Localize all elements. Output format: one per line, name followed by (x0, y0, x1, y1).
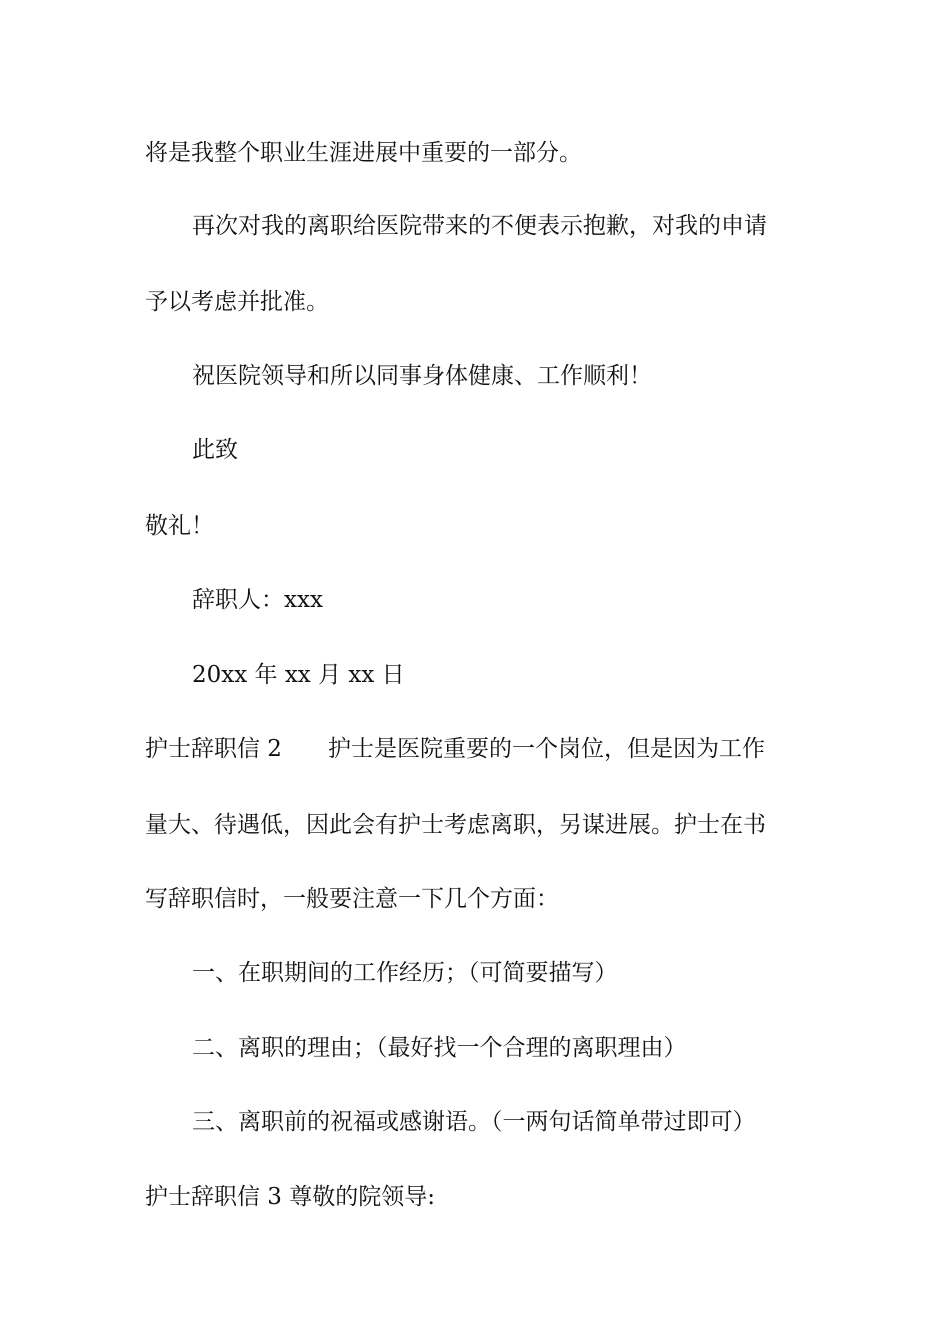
text-line: 辞职人：xxx (192, 587, 323, 613)
text-line: 敬礼！ (145, 513, 214, 539)
text-line: 量大、待遇低，因此会有护士考虑离职，另谋进展。护士在书 (145, 812, 766, 838)
text-line: 将是我整个职业生涯进展中重要的一部分。 (145, 140, 582, 166)
text-line: 祝医院领导和所以同事身体健康、工作顺利！ (192, 363, 652, 389)
list-item: 三、离职前的祝福或感谢语。（一两句话简单带过即可） (192, 1109, 756, 1135)
inline-text: 护士是医院重要的一个岗位，但是因为工作 (327, 736, 765, 762)
section-heading: 护士辞职信 2 (145, 736, 282, 762)
list-item: 一、在职期间的工作经历；（可简要描写） (192, 960, 618, 986)
list-item: 二、离职的理由；（最好找一个合理的离职理由） (192, 1035, 687, 1061)
text-line: 再次对我的离职给医院带来的不便表示抱歉，对我的申请 (192, 213, 767, 239)
text-line (145, 734, 765, 764)
text-line: 予以考虑并批准。 (145, 289, 329, 315)
text-line: 写辞职信时，一般要注意一下几个方面： (145, 886, 559, 912)
section-heading: 护士辞职信 3 尊敬的院领导: (145, 1184, 436, 1210)
text-line: 20xx 年 xx 月 xx 日 (192, 662, 405, 688)
text-line: 此致 (192, 437, 238, 463)
